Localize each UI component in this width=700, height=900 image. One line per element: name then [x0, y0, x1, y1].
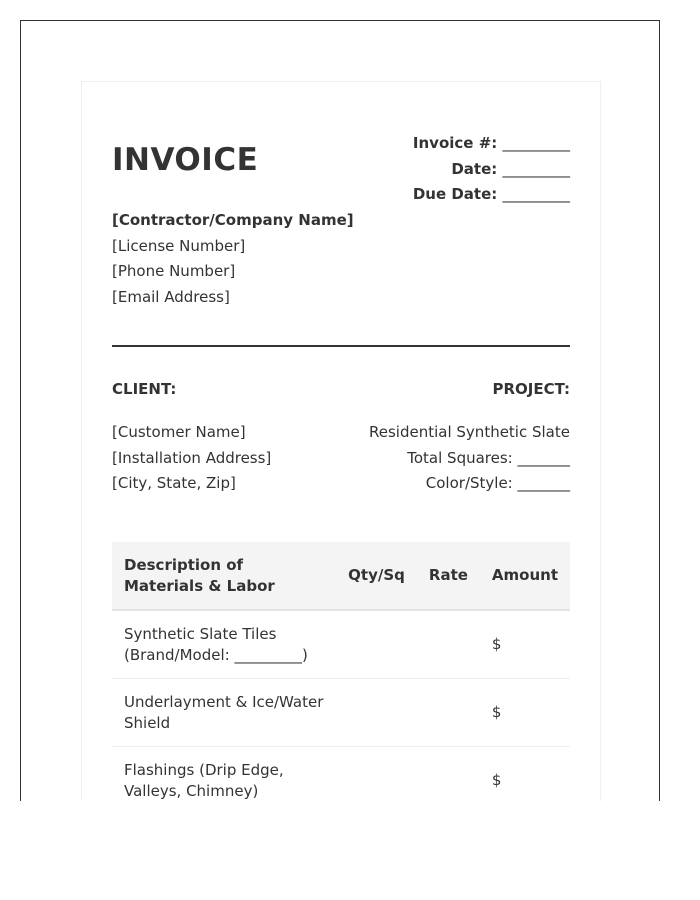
table-header-row: [112, 542, 570, 610]
invoice-due-date-line: [413, 182, 570, 208]
table-row: [112, 610, 570, 679]
row-rate: [417, 610, 480, 679]
invoice-due-date-blank: _________: [502, 185, 570, 203]
invoice-date-line: [413, 157, 570, 183]
invoice-number-blank: _________: [502, 134, 570, 152]
client-name: [Customer Name]: [112, 423, 246, 441]
header-description: Description of Materials & Labor: [112, 542, 336, 610]
row-qty: [336, 610, 417, 679]
header-qty: Qty/Sq: [336, 542, 417, 610]
client-heading: CLIENT:: [112, 380, 177, 398]
row-rate: [417, 679, 480, 747]
row-amount: $: [480, 679, 570, 747]
company-email: [Email Address]: [112, 287, 230, 306]
project-color: Color/Style: _______: [425, 474, 570, 492]
client-block: [112, 420, 271, 497]
row-rate: [417, 747, 480, 802]
row-amount: $: [480, 747, 570, 802]
invoice-date-blank: _________: [502, 159, 570, 178]
row-description: Underlayment & Ice/Water Shield: [112, 679, 336, 747]
table-row: [112, 747, 570, 802]
row-description: Flashings (Drip Edge, Valleys, Chimney): [112, 747, 336, 802]
company-block: [112, 208, 354, 310]
invoice-due-date-label: Due Date:: [412, 185, 498, 203]
invoice-title: INVOICE: [112, 142, 259, 178]
company-name: [Contractor/Company Name]: [112, 211, 354, 229]
line-items-table: [112, 542, 570, 801]
invoice-paper: [81, 81, 601, 801]
invoice-number-line: [413, 131, 570, 157]
document-frame: [20, 20, 660, 801]
project-squares: Total Squares: _______: [407, 448, 570, 467]
row-qty: [336, 747, 417, 802]
table-row: [112, 679, 570, 747]
header-rate: Rate: [417, 542, 480, 610]
section-divider: [112, 345, 570, 347]
invoice-date-label: Date:: [451, 159, 498, 178]
row-amount: $: [480, 610, 570, 679]
header-amount: Amount: [480, 542, 570, 610]
company-license: [License Number]: [112, 236, 246, 255]
project-block: [369, 420, 570, 497]
project-heading: PROJECT:: [492, 380, 570, 398]
project-type: Residential Synthetic Slate: [369, 423, 570, 441]
client-address: [Installation Address]: [112, 448, 272, 467]
invoice-number-label: Invoice #:: [412, 134, 498, 152]
invoice-meta: [413, 131, 570, 208]
row-description: Synthetic Slate Tiles (Brand/Model: _________): [112, 610, 336, 679]
row-qty: [336, 679, 417, 747]
client-city: [City, State, Zip]: [112, 474, 236, 492]
company-phone: [Phone Number]: [112, 262, 236, 280]
